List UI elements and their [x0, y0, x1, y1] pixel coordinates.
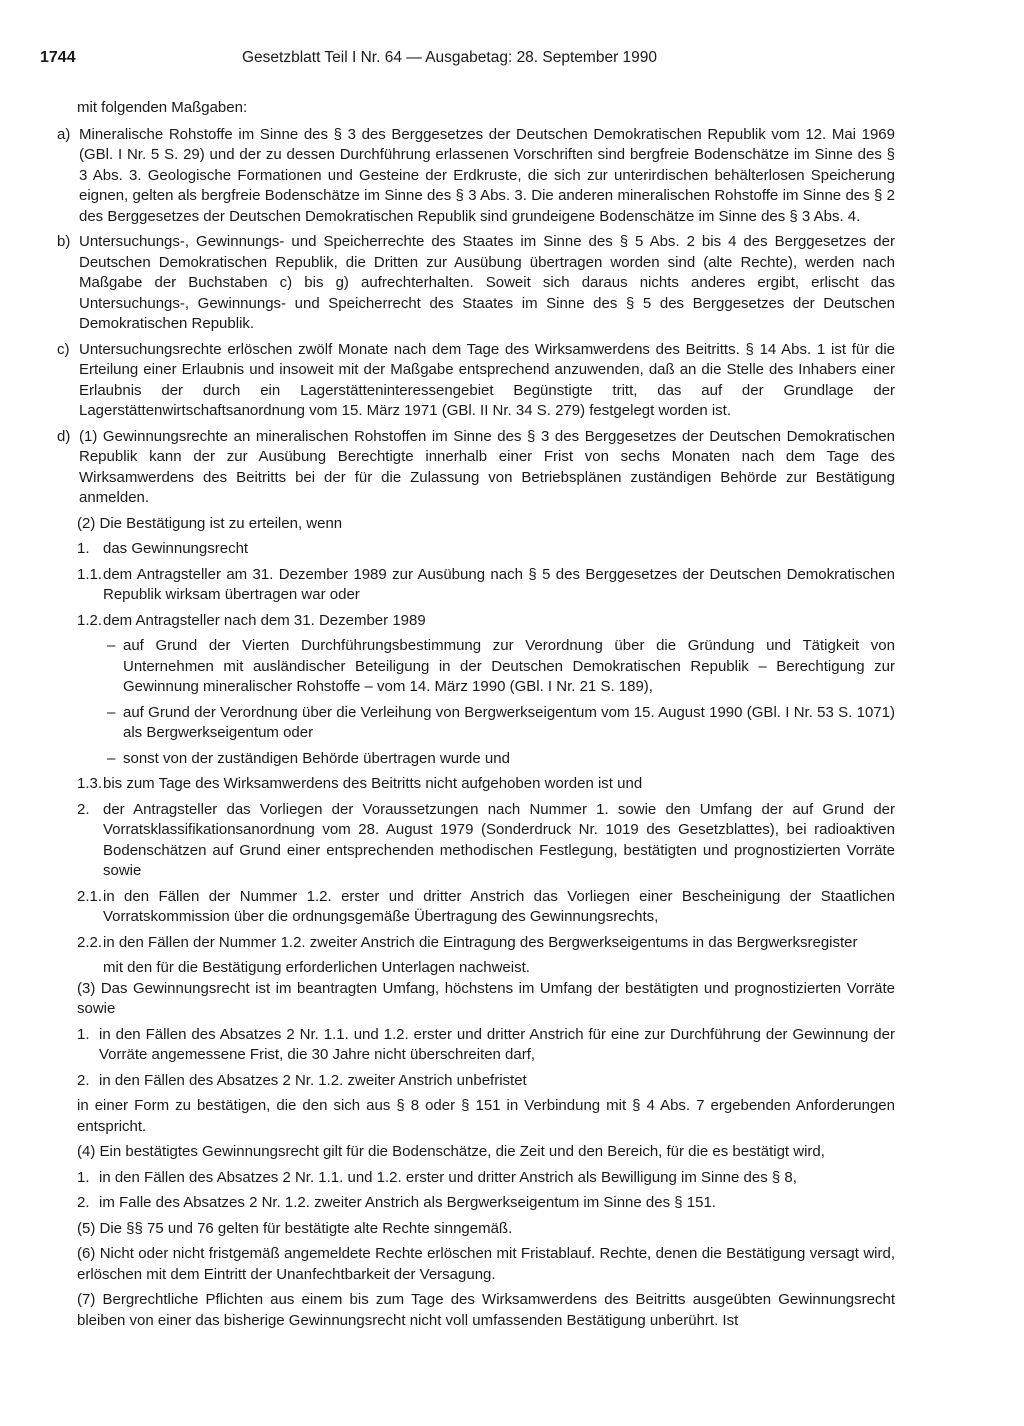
gazette-title: Gesetzblatt Teil I Nr. 64 — Ausgabetag: 28. September 1990	[242, 49, 658, 66]
list-item-2-1	[77, 887, 895, 928]
proof-line: mit den für die Bestätigung erforderlichen Unterlagen nachweist.	[103, 959, 530, 976]
item-label: 2.	[77, 1194, 90, 1211]
paragraph-2: (2) Die Bestätigung ist zu erteilen, wenn	[77, 514, 343, 532]
item-label: 1.	[77, 1168, 90, 1186]
list-item-2-2	[77, 933, 895, 954]
clause-text: Mineralische Rohstoffe im Sinne des § 3 des Berggesetzes der Deutschen Demokratischen Republik vom 12. Mai 1969 (GBl. I Nr. 5 S. 29) und der zu dessen Durchführung erlassenen Vorschriften sind bergfreie Bodenschätze im Sinne des § 3 Abs. 3. Geologische Formationen und Gesteine der Erdkruste, die sich zur unterirdischen behälterlosen Speicherung eignen, gelten als bergfreie Bodenschätze im Sinne des § 3 Abs. 3. Die anderen mineralischen Rohstoffe im Sinne des § 2 des Berggesetzes der Deutschen Demokratischen Republik sind grundeigene Bodenschätze im Sinne des § 3 Abs. 4.	[79, 125, 895, 225]
item-text: in den Fällen des Absatzes 2 Nr. 1.2. zweiter Anstrich unbefristet	[99, 1071, 527, 1089]
dash-mark: –	[107, 637, 116, 654]
clause-text: (1) Gewinnungsrechte an mineralischen Rohstoffen im Sinne des § 3 des Berggesetzes der Deutschen Demokratischen Republik kann der zur Ausübung Berechtigte innerhalb einer Frist von sechs Monaten nach dem Tage des Wirksamwerdens des Beitritts bei der für die Zulassung von Betriebsplänen zuständigen Behörde zur Bestätigung anmelden.	[79, 427, 895, 506]
item-text: dem Antragsteller am 31. Dezember 1989 zur Ausübung nach § 5 des Berggesetzes der Deutschen Demokratischen Republik wirksam übertragen war oder	[103, 565, 895, 603]
paragraph-4-item-1	[77, 1168, 895, 1189]
paragraph-5: (5) Die §§ 75 und 76 gelten für bestätigte alte Rechte sinngemäß.	[77, 1219, 513, 1237]
item-text: auf Grund der Vierten Durchführungsbestimmung zur Verordnung über die Gründung und Tätigkeit von Unternehmen mit ausländischer Beteiligung in der Deutschen Demokratischen Republik – Berechtigung zur Gewinnung mineralischer Rohstoffe – vom 14. März 1990 (GBl. I Nr. 21 S. 189),	[123, 637, 895, 695]
item-label: 2.2.	[77, 933, 103, 951]
paragraph-4-item-2	[77, 1193, 895, 1214]
page-number: 1744	[40, 49, 76, 66]
dash-mark: –	[107, 749, 116, 767]
item-text: in den Fällen des Absatzes 2 Nr. 1.1. und 1.2. erster und dritter Anstrich für eine zur Durchführung der Gewinnung der Vorräte angemessene Frist, die 30 Jahre nicht überschreiten darf,	[99, 1025, 895, 1063]
paragraph-3-end: in einer Form zu bestätigen, die den sich aus § 8 oder § 151 in Verbindung mit § 4 Abs. 7 ergebenden Anforderungen entspricht.	[77, 1097, 895, 1135]
body-text	[57, 98, 895, 1331]
paragraph-3: (3) Das Gewinnungsrecht ist im beantragten Umfang, höchstens im Umfang der bestätigten und prognostizierten Vorräte sowie	[77, 979, 895, 1017]
clause-label: a)	[57, 125, 71, 143]
item-text: in den Fällen der Nummer 1.2. erster und dritter Anstrich das Vorliegen einer Bescheinigung der Staatlichen Vorratskommission über die ordnungsgemäße Übertragung des Gewinnungsrechts,	[103, 887, 895, 925]
list-item-1-3	[77, 774, 895, 795]
item-text: sonst von der zuständigen Behörde übertragen wurde und	[123, 749, 510, 767]
item-text: der Antragsteller das Vorliegen der Voraussetzungen nach Nummer 1. sowie den Umfang der auf Grund der Vorratsklassifikationsanordnung vom 28. August 1979 (Sonderdruck Nr. 1019 des Gesetzblattes), bei radioaktiven Bodenschätzen auf Grund einer entsprechenden methodischen Festlegung, bestätigten und prognostizierten Vorräte sowie	[103, 800, 895, 879]
list-item-1-1	[77, 565, 895, 606]
list-item-2	[77, 800, 895, 882]
item-label: 1.1.	[77, 565, 103, 583]
clause-d	[57, 427, 895, 509]
paragraph-4: (4) Ein bestätigtes Gewinnungsrecht gilt für die Bodenschätze, die Zeit und den Bereich, für die es bestätigt wird,	[77, 1143, 825, 1160]
clause-b	[57, 232, 895, 335]
clause-a	[57, 125, 895, 228]
item-label: 1.	[77, 1025, 90, 1043]
list-item-1	[77, 539, 895, 560]
dash-item-1	[107, 636, 895, 698]
item-label: 2.	[77, 800, 90, 818]
item-text: im Falle des Absatzes 2 Nr. 1.2. zweiter Anstrich als Bergwerkseigentum im Sinne des § 151.	[99, 1194, 716, 1211]
item-text: das Gewinnungsrecht	[103, 540, 249, 557]
dash-item-2	[107, 703, 895, 744]
clause-c	[57, 340, 895, 422]
item-text: dem Antragsteller nach dem 31. Dezember 1989	[103, 611, 426, 629]
paragraph-7: (7) Bergrechtliche Pflichten aus einem bis zum Tage des Wirksamwerdens des Beitritts ausgeübten Gewinnungsrecht bleiben von einer das bisherige Gewinnungsrecht nicht voll umfassenden Bestätigung unberührt. Ist	[77, 1291, 895, 1329]
paragraph-3-item-2	[77, 1071, 895, 1092]
list-item-1-2	[77, 611, 895, 632]
dash-mark: –	[107, 703, 116, 721]
intro-line: mit folgenden Maßgaben:	[77, 99, 248, 116]
paragraph-6: (6) Nicht oder nicht fristgemäß angemeldete Rechte erlöschen mit Fristablauf. Rechte, denen die Bestätigung versagt wird, erlöschen mit dem Eintritt der Unanfechtbarkeit der Versagung.	[77, 1245, 895, 1283]
item-text: bis zum Tage des Wirksamwerdens des Beitritts nicht aufgehoben worden ist und	[103, 775, 643, 792]
item-label: 2.	[77, 1071, 90, 1089]
item-label: 1.2.	[77, 611, 103, 629]
item-label: 2.1.	[77, 887, 103, 905]
clause-label: b)	[57, 233, 71, 250]
item-label: 1.	[77, 540, 90, 557]
paragraph-3-item-1	[77, 1025, 895, 1066]
item-label: 1.3.	[77, 775, 103, 792]
clause-text: Untersuchungsrechte erlöschen zwölf Monate nach dem Tage des Wirksamwerdens des Beitritts. § 14 Abs. 1 ist für die Erteilung einer Erlaubnis und insoweit mit der Maßgabe entsprechend anzuwenden, daß an die Stelle des Inhabers einer Erlaubnis der durch ein Lagerstätteninteressengebiet Begünstigte tritt, das auf der Grundlage der Lagerstättenwirtschaftsanordnung vom 15. März 1971 (GBl. II Nr. 34 S. 279) festgelegt worden ist.	[79, 340, 895, 419]
item-text: auf Grund der Verordnung über die Verleihung von Bergwerkseigentum vom 15. August 1990 (GBl. I Nr. 53 S. 1071) als Bergwerkseigentum oder	[123, 703, 895, 741]
clause-label: d)	[57, 427, 71, 445]
clause-text: Untersuchungs-, Gewinnungs- und Speicherrechte des Staates im Sinne des § 5 Abs. 2 bis 4 des Berggesetzes der Deutschen Demokratischen Republik, die Dritten zur Ausübung übertragen worden sind (alte Rechte), werden nach Maßgabe der Buchstaben c) bis g) aufrechterhalten. Soweit sich daraus nichts anderes ergibt, erlischt das Untersuchungs-, Gewinnungs- und Speicherrecht des Staates im Sinne des § 5 des Berggesetzes der Deutschen Demokratischen Republik.	[79, 233, 895, 332]
page-header	[40, 48, 900, 70]
clause-label: c)	[57, 340, 70, 358]
item-text: in den Fällen des Absatzes 2 Nr. 1.1. und 1.2. erster und dritter Anstrich als Bewilligung im Sinne des § 8,	[99, 1168, 797, 1186]
dash-item-3	[107, 749, 895, 770]
item-text: in den Fällen der Nummer 1.2. zweiter Anstrich die Eintragung des Bergwerkseigentums in das Bergwerksregister	[103, 933, 858, 951]
